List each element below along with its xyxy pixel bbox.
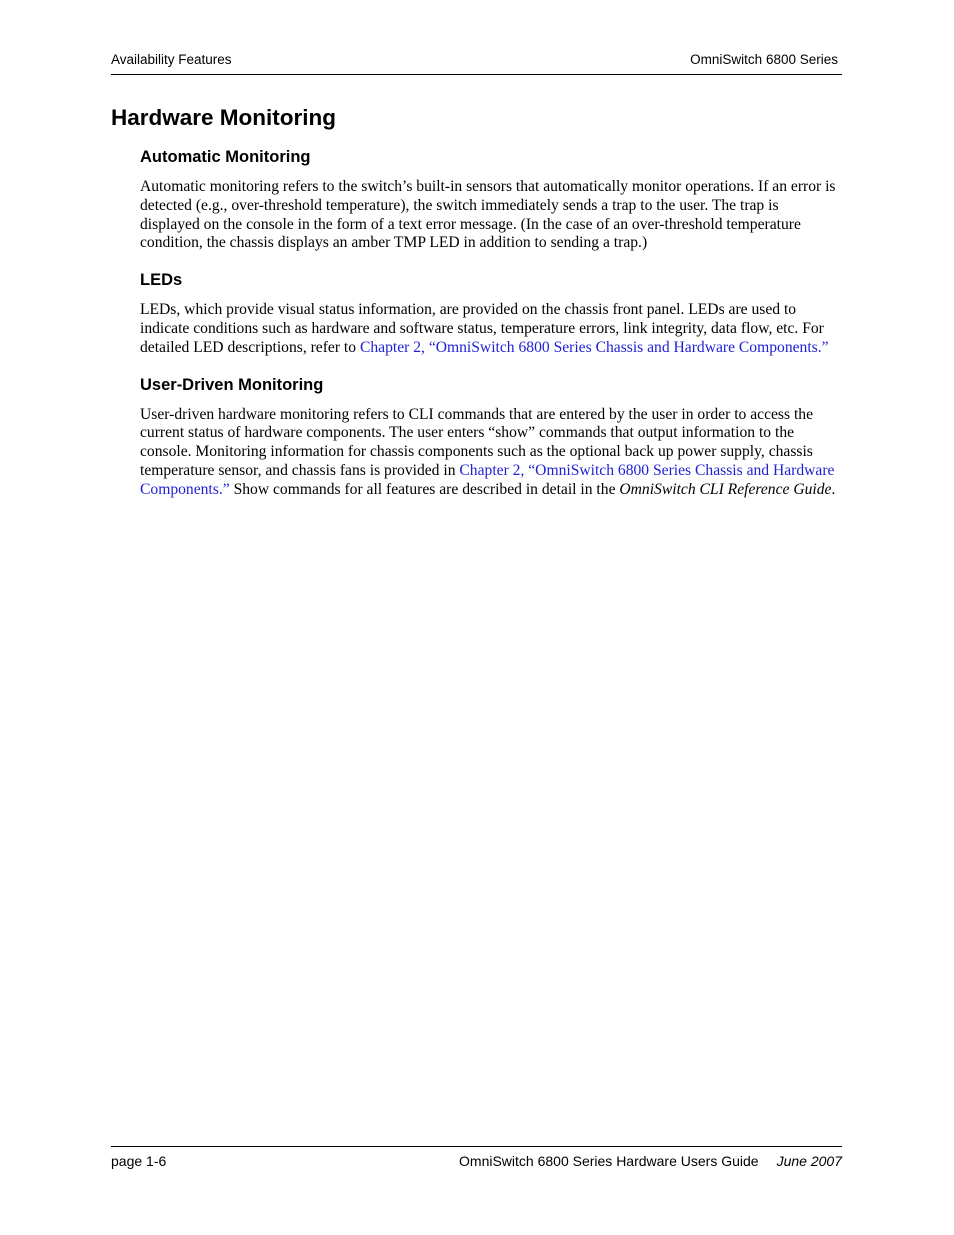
chapter-2-link[interactable]: Chapter 2, “OmniSwitch 6800 Series Chassis and Hardware Components.” xyxy=(140,461,835,498)
subhead-automatic-monitoring: Automatic Monitoring xyxy=(140,148,311,166)
user-driven-text-continued: Show commands for all features are described in detail in the xyxy=(229,480,620,498)
cli-reference-guide-title: OmniSwitch CLI Reference Guide xyxy=(619,480,832,498)
running-header xyxy=(111,50,842,75)
footer-page-number: page 1-6 xyxy=(111,1153,167,1169)
page-content xyxy=(111,100,842,500)
paragraph-leds xyxy=(111,301,842,357)
user-driven-text-end: . xyxy=(831,480,836,498)
header-product-name: OmniSwitch 6800 Series xyxy=(690,52,838,67)
leds-text: LEDs, which provide visual status information, are provided on the chassis front panel. LEDs are used to indicate conditions such as hardware and software status, temperature errors, link integrity, data flow, etc. For detailed LED descriptions, refer to xyxy=(140,301,824,356)
subhead-leds: LEDs xyxy=(140,271,183,290)
paragraph-user-driven-monitoring xyxy=(111,406,842,500)
paragraph-automatic-monitoring: Automatic monitoring refers to the switch’s built-in sensors that automatically monitor operations. If an error is detected (e.g., over-threshold temperature), the switch immediately sends a trap to the user. The trap is displayed on the console in the form of a text error message. (In the case of an over-threshold temperature condition, the chassis displays an amber TMP LED in addition to sending a trap.) xyxy=(140,178,836,252)
footer-guide-title: OmniSwitch 6800 Series Hardware Users Guide xyxy=(459,1153,759,1169)
header-chapter-title: Availability Features xyxy=(111,52,232,67)
section-title: Hardware Monitoring xyxy=(111,105,337,130)
running-footer xyxy=(111,1146,842,1177)
footer-guide-info xyxy=(459,1153,842,1169)
chapter-2-link[interactable]: Chapter 2, “OmniSwitch 6800 Series Chassis and Hardware Components.” xyxy=(359,338,829,356)
footer-date: June 2007 xyxy=(776,1153,842,1169)
user-driven-text: User-driven hardware monitoring refers to CLI commands that are entered by the user in order to access the current status of hardware components. The user enters “show” commands that output information to the console. Monitoring information for chassis components such as the optional back up power supply, chassis temperature sensor, and chassis fans is provided in xyxy=(140,405,813,479)
subhead-user-driven-monitoring: User-Driven Monitoring xyxy=(140,375,324,394)
